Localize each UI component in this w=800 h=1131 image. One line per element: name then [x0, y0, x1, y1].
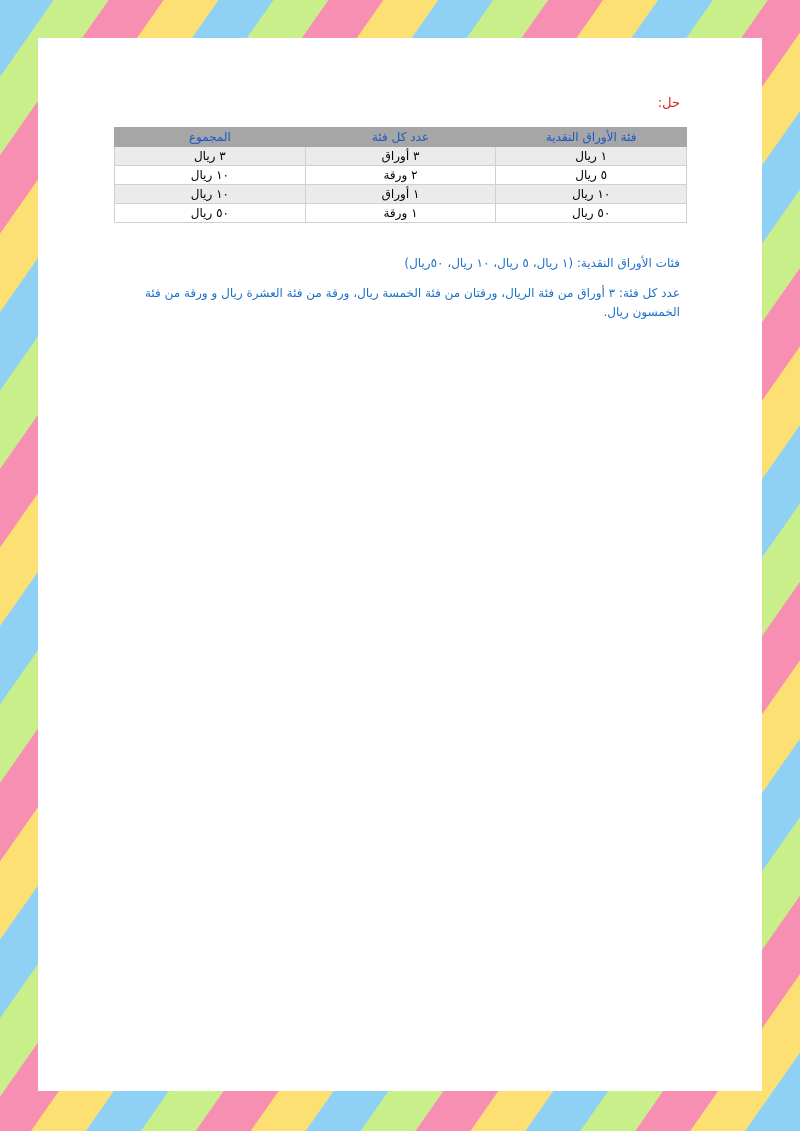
table-header-row: [115, 128, 687, 147]
cell-total: ٣ ريال: [115, 147, 306, 166]
cell-denomination: ٥ ريال: [496, 166, 687, 185]
cell-count: ١ أوراق: [305, 185, 496, 204]
cell-total: ١٠ ريال: [115, 185, 306, 204]
cell-denomination: ٥٠ ريال: [496, 204, 687, 223]
table-row: [115, 147, 687, 166]
counts-paragraph: عدد كل فئة: ٣ أوراق من فئة الريال، ورقتان من فئة الخمسة ريال، ورقة من فئة العشرة ريال و ورقة من فئة الخمسون ريال.: [144, 286, 680, 319]
header-total: المجموع: [115, 128, 306, 147]
cell-denomination: ١ ريال: [496, 147, 687, 166]
header-denomination: فئة الأوراق النقدية: [496, 128, 687, 147]
table-row: [115, 185, 687, 204]
cell-denomination: ١٠ ريال: [496, 185, 687, 204]
cell-total: ٥٠ ريال: [115, 204, 306, 223]
cell-total: ١٠ ريال: [115, 166, 306, 185]
document-page: [38, 38, 762, 1091]
table-row: [115, 166, 687, 185]
banknotes-table: [114, 127, 687, 223]
cell-count: ٢ ورقة: [305, 166, 496, 185]
solution-label: حل:: [657, 96, 680, 111]
cell-count: ٣ أوراق: [305, 147, 496, 166]
denominations-paragraph: فئات الأوراق النقدية: (١ ريال، ٥ ريال، ١٠ ريال، ٥٠ريال): [404, 256, 680, 270]
table-row: [115, 204, 687, 223]
header-count: عدد كل فئة: [305, 128, 496, 147]
cell-count: ١ ورقة: [305, 204, 496, 223]
